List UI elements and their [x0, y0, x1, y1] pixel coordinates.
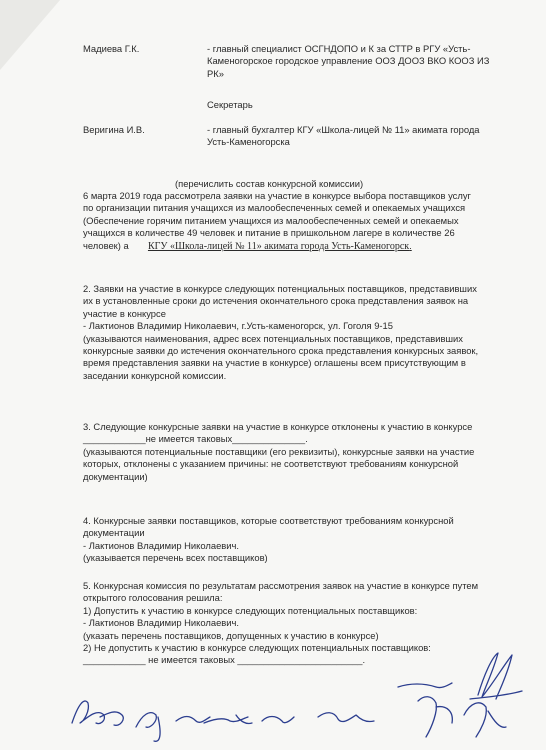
handwritten-signatures: [0, 645, 546, 750]
secretary-label: Секретарь: [207, 99, 253, 110]
signature-mark: [262, 717, 294, 723]
section-2-line: 2. Заявки на участие в конкурсе следующих потенциальных поставщиков, представивших: [83, 283, 477, 294]
intro-line: 6 марта 2019 года рассмотрела заявки на участие в конкурсе выбора поставщиков услуг: [83, 190, 471, 201]
intro-last-suffix: .: [409, 239, 412, 251]
intro-line: по организации питания учащихся из малообеспеченных семей и опекаемых учащихся: [83, 202, 466, 214]
section-2-line: их в установленные сроки до истечения окончательного срока представления заявок на: [83, 295, 469, 307]
section-2-line: (указываются наименования, адрес всех потенциальных поставщиков, представивших: [83, 332, 463, 344]
signature-mark: [398, 683, 452, 688]
section-3: [83, 421, 474, 483]
section-4-line: документации: [83, 527, 145, 539]
section-5-line: (указать перечень поставщиков, допущенных к участию в конкурсе): [83, 629, 379, 641]
section-5-line: 2) Не допустить к участию в конкурсе следующих потенциальных поставщиков:: [83, 642, 431, 654]
section-5-line: 1) Допустить к участию в конкурсе следующих потенциальных поставщиков:: [83, 604, 418, 616]
member1-role-line: - главный специалист ОСГНДОПО и К за СТТР в РГУ «Усть-: [207, 43, 471, 54]
section-5-line: - Лактионов Владимир Николаевич.: [83, 617, 239, 629]
member1-role-line: Каменогорское городское управление ООЗ ДООЗ ВКО КООЗ ИЗ: [207, 55, 490, 67]
section-5-line: ____________ не имеется таковых ________________________.: [83, 654, 366, 666]
section-2: [83, 283, 478, 382]
section-2-line: заседании конкурсной комиссии.: [83, 369, 227, 381]
intro-last-prefix: человек) а: [83, 239, 129, 251]
section-3-line: 3. Следующие конкурсные заявки на участие в конкурсе отклонены к участию в конкурсе: [83, 421, 473, 432]
signature-mark: [318, 713, 374, 722]
member2-role-line: - главный бухгалтер КГУ «Школа-лицей № 11» акимата города: [207, 124, 480, 135]
section-4-line: 4. Конкурсные заявки поставщиков, которые соответствуют требованиям конкурсной: [83, 515, 454, 526]
section-3-line: ____________не имеется таковых______________.: [83, 433, 308, 445]
intro-last-line: [83, 240, 471, 253]
intro-paragraph: [83, 190, 471, 253]
section-2-line: время представления заявки на участие в конкурсе) оглашены всем присутствующим в: [83, 357, 466, 369]
signature-mark: [72, 701, 123, 725]
organization-name: КГУ «Школа-лицей № 11» акимата города Усть-Каменогорск: [147, 240, 410, 252]
member1-name: Мадиева Г.К.: [83, 43, 140, 54]
signature-mark: [176, 715, 252, 724]
intro-line: учащихся в количестве 49 человек и питание в пришкольном лагере в количестве 26: [83, 227, 455, 239]
member2-role-line: Усть-Каменогорска: [207, 136, 290, 148]
section-3-line: которых, отклонены с указанием причины: не соответствуют требованиям конкурсной: [83, 458, 459, 470]
section-3-line: документации): [83, 470, 148, 482]
member1-role-line: РК»: [207, 67, 224, 79]
section-2-line: конкурсные заявки до истечения окончательного срока представления конкурсных заявок,: [83, 345, 479, 357]
section-5-line: 5. Конкурсная комиссия по результатам рассмотрения заявок на участие в конкурсе путем: [83, 580, 479, 591]
member1-role: [207, 43, 489, 80]
signature-mark: [136, 713, 160, 742]
signature-mark: [470, 653, 522, 699]
section-2-line: - Лактионов Владимир Николаевич, г.Усть-каменогорск, ул. Гоголя 9-15: [83, 320, 393, 332]
signature-mark: [418, 697, 452, 737]
signature-mark: [464, 703, 506, 737]
section-4-line: - Лактионов Владимир Николаевич.: [83, 539, 239, 551]
intro-line: (Обеспечение горячим питанием учащихся из малообеспеченных семей и опекаемых: [83, 214, 459, 226]
member2-role: [207, 124, 480, 149]
section-2-line: участие в конкурсе: [83, 307, 166, 319]
page-fold-shadow: [0, 0, 60, 70]
section-4: [83, 515, 454, 565]
section-5-line: открытого голосования решила:: [83, 592, 223, 604]
commission-hint: (перечислить состав конкурсной комиссии): [175, 178, 364, 189]
member2-name: Веригина И.В.: [83, 124, 145, 135]
section-4-line: (указывается перечень всех поставщиков): [83, 552, 268, 564]
section-3-line: (указываются потенциальные поставщики (его реквизиты), конкурсные заявки на участие: [83, 445, 475, 457]
